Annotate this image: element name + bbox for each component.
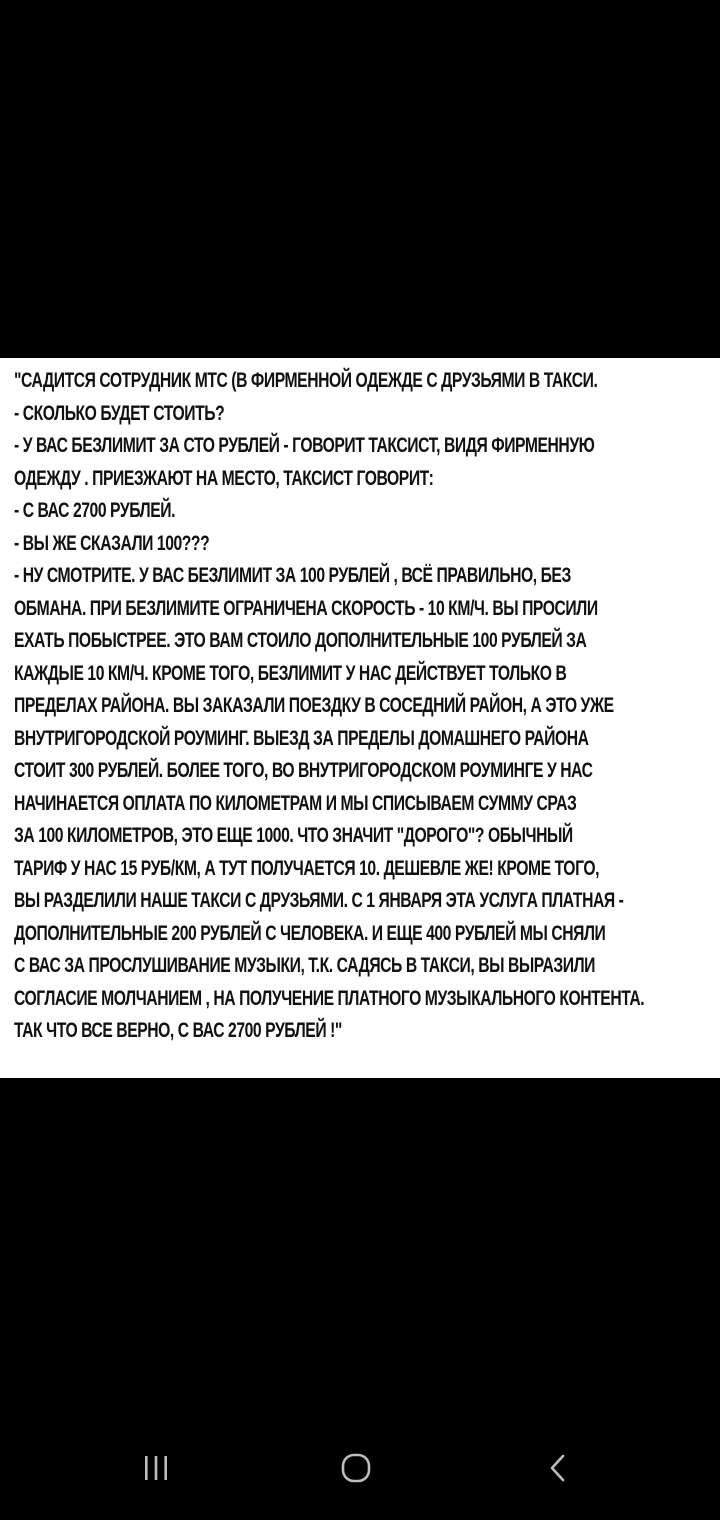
meme-text-line: С ВАС ЗА ПРОСЛУШИВАНИЕ МУЗЫКИ, Т.К. САДЯСЬ В ТАКСИ, ВЫ ВЫРАЗИЛИ [14, 953, 596, 977]
recent-apps-button[interactable] [116, 1438, 196, 1498]
meme-image [0, 358, 720, 1078]
home-icon [340, 1452, 372, 1484]
recent-apps-icon [141, 1455, 171, 1481]
meme-text-line: ДОПОЛНИТЕЛЬНЫЕ 200 РУБЛЕЙ С ЧЕЛОВЕКА. И ЕЩЕ 400 РУБЛЕЙ МЫ СНЯЛИ [14, 920, 606, 945]
meme-text-line: - НУ СМОТРИТЕ. У ВАС БЕЗЛИМИТ ЗА 100 РУБЛЕЙ , ВСЁ ПРАВИЛЬНО, БЕЗ [14, 563, 571, 587]
meme-text-line: ЕХАТЬ ПОБЫСТРЕЕ. ЭТО ВАМ СТОИЛО ДОПОЛНИТЕЛЬНЫЕ 100 РУБЛЕЙ ЗА [14, 628, 587, 652]
meme-text-line: СТОИТ 300 РУБЛЕЙ. БОЛЕЕ ТОГО, ВО ВНУТРИГОРОДСКОМ РОУМИНГЕ У НАС [14, 758, 593, 782]
meme-text-line: - С ВАС 2700 РУБЛЕЙ. [14, 498, 176, 522]
meme-text-line: КАЖДЫЕ 10 КМ/Ч. КРОМЕ ТОГО, БЕЗЛИМИТ У НАС ДЕЙСТВУЕТ ТОЛЬКО В [14, 660, 567, 685]
meme-text-line: - ВЫ ЖЕ СКАЗАЛИ 100??? [14, 530, 210, 555]
home-button[interactable] [316, 1438, 396, 1498]
meme-text-line: ТАК ЧТО ВСЕ ВЕРНО, С ВАС 2700 РУБЛЕЙ !" [14, 1018, 342, 1042]
meme-text-line: ОДЕЖДУ . ПРИЕЗЖАЮТ НА МЕСТО, ТАКСИСТ ГОВОРИТ: [14, 465, 434, 490]
system-navigation-bar [0, 1410, 720, 1520]
meme-text-line: - У ВАС БЕЗЛИМИТ ЗА СТО РУБЛЕЙ - ГОВОРИТ ТАКСИСТ, ВИДЯ ФИРМЕННУЮ [14, 433, 595, 457]
meme-text-line: "САДИТСЯ СОТРУДНИК МТС (В ФИРМЕННОЙ ОДЕЖДЕ С ДРУЗЬЯМИ В ТАКСИ. [14, 368, 598, 392]
meme-text-line: ВЫ РАЗДЕЛИЛИ НАШЕ ТАКСИ С ДРУЗЬЯМИ. С 1 ЯНВАРЯ ЭТА УСЛУГА ПЛАТНАЯ - [14, 888, 624, 912]
back-button[interactable] [518, 1438, 598, 1498]
meme-text-line: ПРЕДЕЛАХ РАЙОНА. ВЫ ЗАКАЗАЛИ ПОЕЗДКУ В СОСЕДНИЙ РАЙОН, А ЭТО УЖЕ [14, 693, 614, 717]
meme-text-line: ЗА 100 КИЛОМЕТРОВ, ЭТО ЕЩЕ 1000. ЧТО ЗНАЧИТ "ДОРОГО"? ОБЫЧНЫЙ [14, 823, 573, 847]
back-icon [546, 1453, 570, 1483]
meme-text-line: СОГЛАСИЕ МОЛЧАНИЕМ , НА ПОЛУЧЕНИЕ ПЛАТНОГО МУЗЫКАЛЬНОГО КОНТЕНТА. [14, 985, 645, 1010]
meme-text-line: - СКОЛЬКО БУДЕТ СТОИТЬ? [14, 400, 225, 425]
meme-text-line: НАЧИНАЕТСЯ ОПЛАТА ПО КИЛОМЕТРАМ И МЫ СПИСЫВАЕМ СУММУ СРАЗ [14, 790, 577, 815]
meme-text-line: ОБМАНА. ПРИ БЕЗЛИМИТЕ ОГРАНИЧЕНА СКОРОСТЬ - 10 КМ/Ч. ВЫ ПРОСИЛИ [14, 595, 598, 620]
viewer-top-black-area [0, 0, 720, 358]
meme-text-line: ТАРИФ У НАС 15 РУБ/КМ, А ТУТ ПОЛУЧАЕТСЯ 10. ДЕШЕВЛЕ ЖЕ! КРОМЕ ТОГО, [14, 855, 600, 880]
meme-text-line: ВНУТРИГОРОДСКОЙ РОУМИНГ. ВЫЕЗД ЗА ПРЕДЕЛЫ ДОМАШНЕГО РАЙОНА [14, 725, 589, 750]
